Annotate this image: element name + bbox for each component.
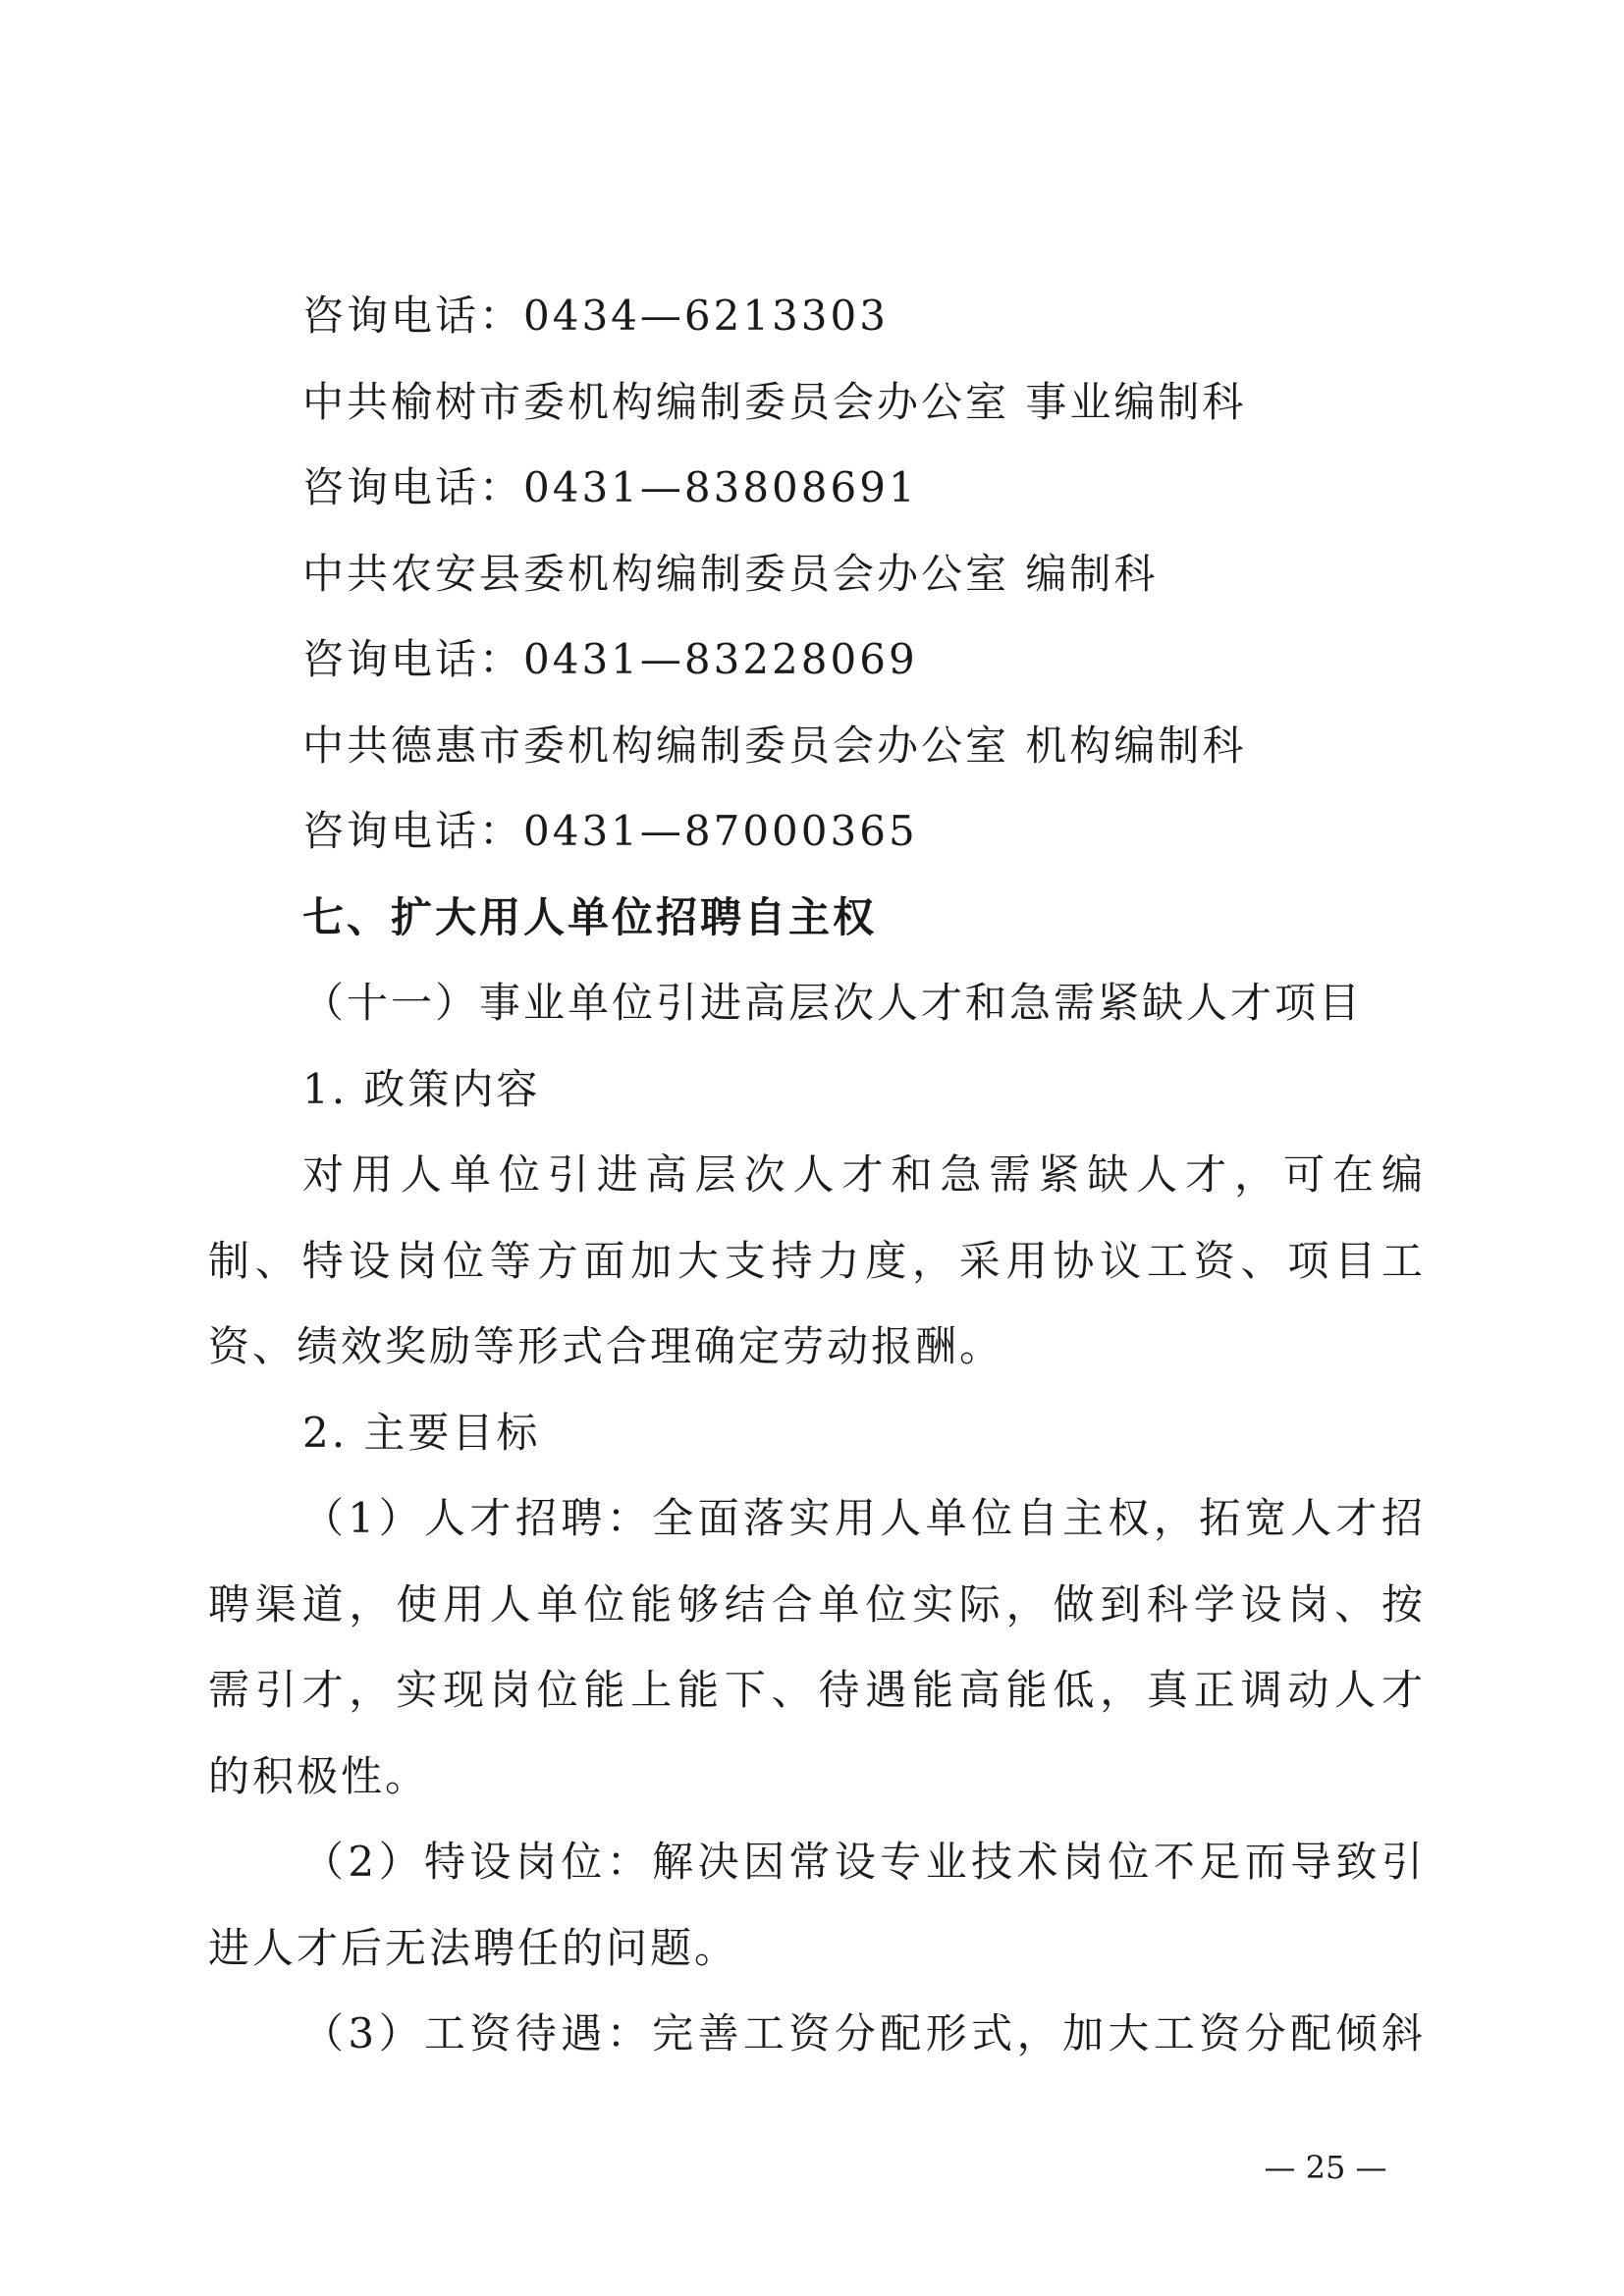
goal-1-line-2: 聘渠道，使用人单位能够结合单位实际，做到科学设岗、按 (208, 1580, 1426, 1629)
goal-2-line-1: （2）特设岗位：解决因常设专业技术岗位不足而导致引 (302, 1838, 1426, 1886)
contact-office-nongan: 中共农安县委机构编制委员会办公室 编制科 (302, 550, 1159, 598)
contact-phone-4: 咨询电话：0431—87000365 (302, 807, 918, 855)
goal-1-line-3: 需引才，实现岗位能上能下、待遇能高能低，真正调动人才 (208, 1666, 1426, 1714)
policy-paragraph-line-1: 对用人单位引进高层次人才和急需紧缺人才，可在编 (302, 1150, 1426, 1199)
contact-phone-1: 咨询电话：0434—6213303 (302, 292, 889, 340)
goal-3-line-1: （3）工资待遇：完善工资分配形式，加大工资分配倾斜 (302, 2009, 1426, 2057)
section-heading: 七、扩大用人单位招聘自主权 (302, 893, 878, 941)
goal-2-line-2: 进人才后无法聘任的问题。 (208, 1924, 739, 1972)
contact-office-dehui: 中共德惠市委机构编制委员会办公室 机构编制科 (302, 721, 1247, 770)
policy-paragraph-line-3: 资、绩效奖励等形式合理确定劳动报酬。 (208, 1322, 1004, 1370)
policy-heading: 1. 政策内容 (302, 1065, 541, 1113)
goal-heading: 2. 主要目标 (302, 1409, 541, 1457)
policy-paragraph-line-2: 制、特设岗位等方面加大支持力度，采用协议工资、项目工 (208, 1237, 1426, 1285)
goal-1-line-1: （1）人才招聘：全面落实用人单位自主权，拓宽人才招 (302, 1494, 1426, 1542)
goal-1-line-4: 的积极性。 (208, 1752, 430, 1800)
contact-office-yushu: 中共榆树市委机构编制委员会办公室 事业编制科 (302, 378, 1247, 426)
page-number: — 25 — (1264, 2149, 1387, 2186)
contact-phone-3: 咨询电话：0431—83228069 (302, 635, 918, 683)
subsection-heading: （十一）事业单位引进高层次人才和急需紧缺人才项目 (302, 979, 1364, 1027)
contact-phone-2: 咨询电话：0431—83808691 (302, 463, 918, 511)
